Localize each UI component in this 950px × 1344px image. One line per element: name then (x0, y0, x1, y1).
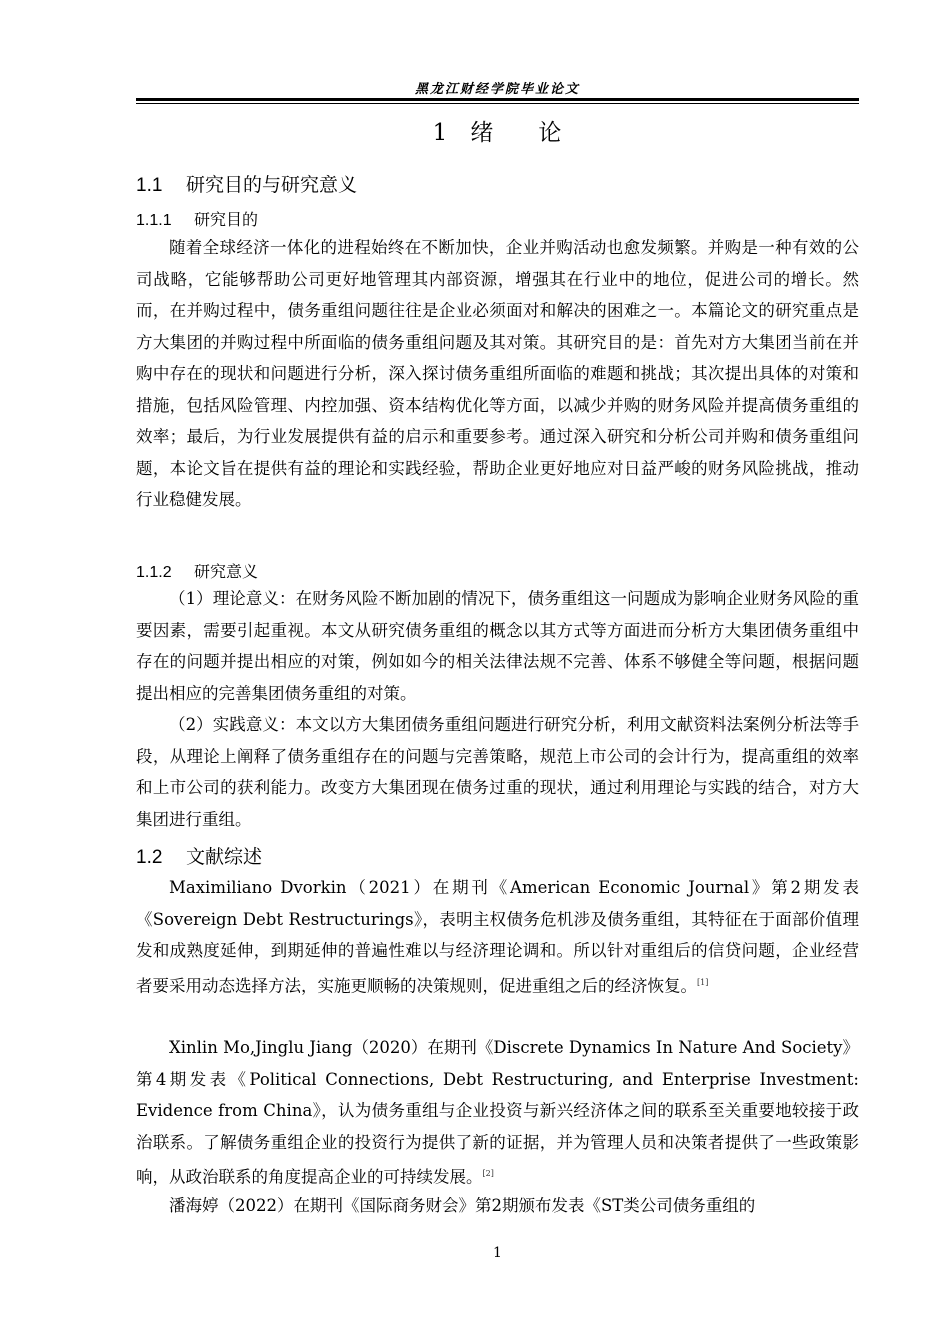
paragraph-literature-1 (136, 872, 859, 1002)
literature-1-text: Maximiliano Dvorkin（2021）在期刊《American Economic Journal》第2期发表《Sovereign Debt Restructurings》，表明主权债务危机涉及债务重组，其特征在于面部价值理发和成熟度延伸，到期延伸的普遍性难以与经济理论调和。所以针对重组后的信贷问题，企业经营者要采用动态选择方法，实施更顺畅的决策规则，促进重组之后的经济恢复。 (136, 878, 859, 995)
chapter-title-part1: 绪 (470, 120, 495, 146)
paragraph-literature-2 (136, 1032, 859, 1193)
citation-2: [2] (482, 1169, 494, 1178)
paragraph-practical-significance: （2）实践意义：本文以方大集团债务重组问题进行研究分析，利用文献资料法案例分析法等手段，从理论上阐释了债务重组存在的问题与完善策略，规范上市公司的会计行为，提高重组的效率和上市公司的获利能力。改变方大集团现在债务过重的现状，通过利用理论与实践的结合，对方大集团进行重组。 (136, 715, 859, 829)
page-number: 1 (493, 1245, 502, 1261)
section-heading-1-1 (136, 170, 357, 197)
paragraph-research-purpose: 随着全球经济一体化的进程始终在不断加快，企业并购活动也愈发频繁。并购是一种有效的公司战略，它能够帮助公司更好地管理其内部资源，增强其在行业中的地位，促进公司的增长。然而，在并购过程中，债务重组问题往往是企业必须面对和解决的困难之一。本篇论文的研究重点是方大集团的并购过程中所面临的债务重组问题及其对策。其研究目的是：首先对方大集团当前在并购中存在的现状和问题进行分析，深入探讨债务重组所面临的难题和挑战；其次提出具体的对策和措施，包括风险管理、内控加强、资本结构优化等方面，以减少并购的财务风险并提高债务重组的效率；最后，为行业发展提供有益的启示和重要参考。通过深入研究和分析公司并购和债务重组问题，本论文旨在提供有益的理论和实践经验，帮助企业更好地应对日益严峻的财务风险挑战，推动行业稳健发展。 (136, 238, 859, 509)
chapter-number: 1 (432, 120, 449, 146)
citation-1: [1] (697, 977, 709, 987)
chapter-heading (136, 114, 859, 147)
header-rule-thin (136, 103, 859, 104)
running-header-title: 黑龙江财经学院毕业论文 (414, 82, 580, 97)
section-heading-1-2 (136, 842, 262, 869)
paragraph-theoretical-significance: （1）理论意义：在财务风险不断加剧的情况下，债务重组这一问题成为影响企业财务风险的重要因素，需要引起重视。本文从研究债务重组的概念以其方式等方面进而分析方大集团债务重组中存在的问题并提出相应的对策，例如如今的相关法律法规不完善、体系不够健全等问题，根据问题提出相应的完善集团债务重组的对策。 (136, 589, 859, 703)
section-title: 文献综述 (186, 846, 263, 868)
section-number: 1.1 (136, 175, 163, 196)
section-title: 研究目的与研究意义 (186, 174, 358, 196)
subsection-heading-1-1-1 (136, 207, 258, 230)
subsection-heading-1-1-2 (136, 559, 258, 582)
paragraph-literature-3: 潘海婷（2022）在期刊《国际商务财会》第2期颁布发表《ST类公司债务重组的 (169, 1196, 756, 1215)
subsection-title: 研究目的 (194, 210, 259, 229)
subsection-number: 1.1.1 (136, 212, 172, 229)
subsection-title: 研究意义 (194, 562, 259, 581)
subsection-number: 1.1.2 (136, 564, 172, 581)
literature-2-text: Xinlin Mo,Jinglu Jiang（2020）在期刊《Discrete Dynamics In Nature And Society》第4期发表《Political Connections, Debt Restructuring, and Enterprise Investment: Evidence from China》，认为债务重组与企业投资与新兴经济体之间的联系至关重要地较接于政治联系。了解债务重组企业的投资行为提供了新的证据，并为管理人员和决策者提供了一些政策影响，从政治联系的角度提高企业的可持续发展。 (136, 1038, 859, 1187)
header-rule-thick (136, 98, 859, 101)
section-number: 1.2 (136, 847, 163, 868)
chapter-title-part2: 论 (538, 120, 563, 146)
